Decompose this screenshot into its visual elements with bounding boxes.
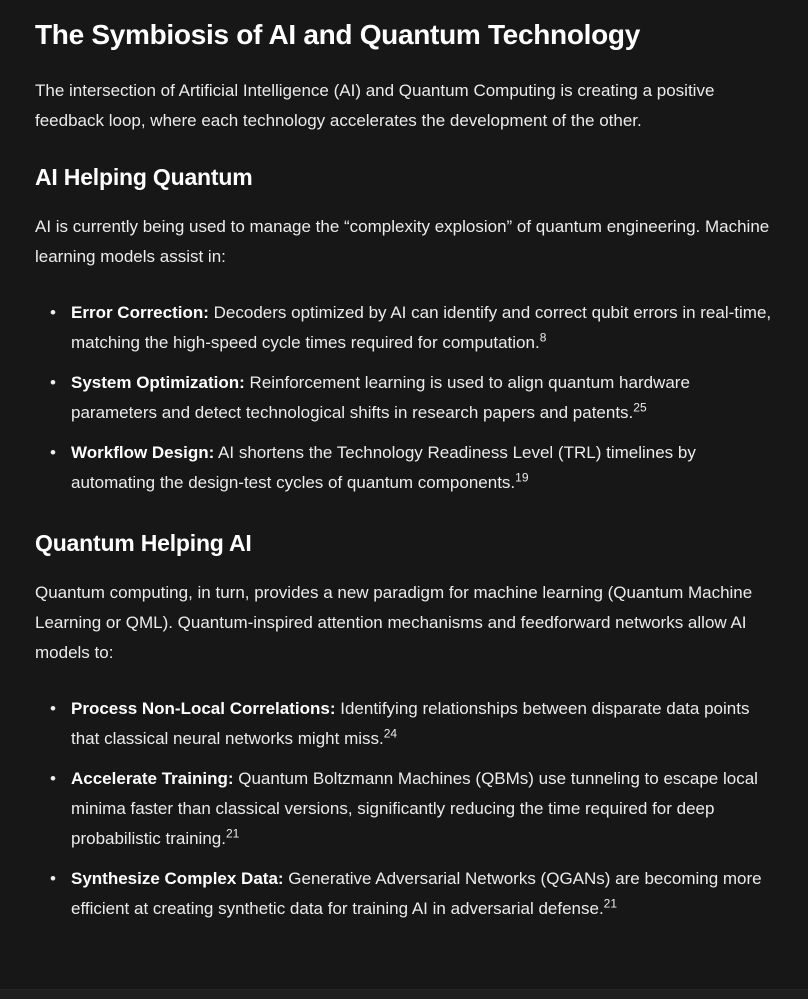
bullet-icon: • [50,769,56,788]
list-item [50,864,773,924]
list-item-text: Decoders optimized by AI can identify and correct qubit errors in real-time, matching the high-speed cycle times required for computation. [71,303,772,352]
list-item [50,694,773,754]
bullet-icon: • [50,303,56,322]
list-item-label: Workflow Design: [71,443,215,462]
list-item [50,764,773,854]
bullet-icon: • [50,373,56,392]
list-item-label: Accelerate Training: [71,769,234,788]
list-item-label: Error Correction: [71,303,209,322]
bullet-icon: • [50,869,56,888]
citation-link[interactable]: 19 [515,470,529,485]
list-item-text: Identifying relationships between disparate data points that classical neural networks might miss. [71,699,750,748]
list-item [50,438,773,498]
list-item [50,298,773,358]
list-item-text: Reinforcement learning is used to align quantum hardware parameters and detect technological shifts in research papers and patents. [71,373,690,422]
list-item [50,368,773,428]
bottom-panel-edge [0,989,808,999]
section-paragraph: AI is currently being used to manage the “complexity explosion” of quantum engineering. Machine learning models assist in: [35,217,770,266]
bullet-list [35,298,773,498]
list-item-label: Process Non-Local Correlations: [71,699,336,718]
list-item-label: System Optimization: [71,373,245,392]
citation-link[interactable]: 24 [383,726,398,741]
bullet-icon: • [50,699,56,718]
citation-link[interactable]: 21 [225,826,240,841]
citation-link[interactable]: 21 [603,896,618,911]
list-item-text: Quantum Boltzmann Machines (QBMs) use tunneling to escape local minima faster than classical versions, significantly reducing the time required for deep probabilistic training. [71,769,758,848]
citation-link[interactable]: 25 [633,400,647,415]
intro-paragraph: The intersection of Artificial Intelligence (AI) and Quantum Computing is creating a positive feedback loop, where each technology accelerates the development of the other. [35,81,715,130]
page-title: The Symbiosis of AI and Quantum Technology [35,19,641,50]
list-item-text: AI shortens the Technology Readiness Level (TRL) timelines by automating the design-test cycles of quantum components. [71,443,696,492]
bullet-list [35,694,773,924]
section-heading-ai-helping-quantum: AI Helping Quantum [35,164,253,190]
citation-link[interactable]: 8 [539,330,547,345]
list-item-label: Synthesize Complex Data: [71,869,284,888]
section-heading-quantum-helping-ai: Quantum Helping AI [35,530,252,556]
list-item-text: Generative Adversarial Networks (QGANs) are becoming more efficient at creating synthetic data for training AI in adversarial defense. [71,869,762,918]
bullet-icon: • [50,443,56,462]
section-paragraph: Quantum computing, in turn, provides a new paradigm for machine learning (Quantum Machine Learning or QML). Quantum-inspired attention mechanisms and feedforward networks allow AI models to: [35,583,753,662]
